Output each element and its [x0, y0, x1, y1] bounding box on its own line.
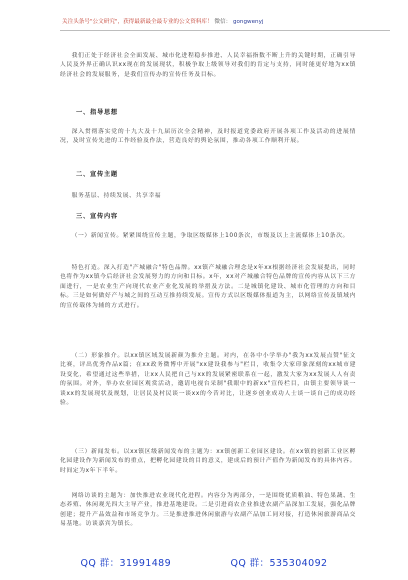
content-image-paragraph: （二）形象推介。以xx镇区域发展新颜为推介主题。对内，在各中小学举办"我为xx发展点赞"征文比赛，评出优秀作品x篇；在xx政务微博中开展"xx建设我参与"栏目，收集令大家印象深刻的xx城市建设变化，希望通过这些举措，让xx人民把自己与xx的发展紧密联系在一起，激发大家为xx发展人人有责的氛围。对外，举办农业园区观赏活动，邀请电视台采制"我眼中的新xx"宣传栏目，由镇主要领导谈一谈xx的发展现状及规划，让居民及村民谈一谈xx的今昔对比，让逐乡创业成功人士谈一谈自己的成功经验。	[60, 353, 356, 407]
content-release-paragraph: （三）新闻发布。以xx镇区级新闻发布的主题为：xx镇创新工业园区建设。在xx镇的创新工业区孵化园建设作为新闻发布的重点，把孵化园建设的目的意义，建成后的预计产值作为新闻发布的具体内容。时间定为x年下半年。	[60, 449, 356, 474]
guiding-paragraph: 深入贯彻落实党的十九大及十九届历次全会精神，及时报道党委政府开展各项工作及活动的进展情况，及时宣传先进的工作经验及作法，营造良好的舆论氛围，推动各项工作顺利开展。	[60, 129, 356, 145]
header-wechat-id: gongwenyj	[232, 19, 264, 25]
heading-theme: 二、宣传主题	[76, 171, 118, 178]
footer-qq-group-1: QQ 群：31991489	[80, 558, 172, 569]
footer-qq-group-2: QQ 群：535304092	[230, 558, 328, 569]
footer-qq-groups	[0, 558, 408, 570]
heading-guiding: 一、指导思想	[76, 109, 118, 116]
theme-paragraph: 服务基层、持续发展、共享幸福	[71, 193, 162, 199]
header-wechat-label: 微信：	[214, 19, 232, 25]
heading-content: 三、宣传内容	[76, 213, 118, 220]
header-divider	[60, 30, 390, 31]
content-feature-paragraph: 特色打造。深入打造"产城融合"特色品牌。xx镇产城融合理念是x年xx根据经济社会发展提出，同时也将作为xx镇今后经济社会发展努力的方向和目标。x年，xx对产城融合特色品牌的宣传内容从以下三方面进行，一是农业生产向现代农业产业化发展的举措及方法。二是城镇化建设、城市化管理的方向和目标。三是如何做好产与城之间的互动互推持续发展。宣传方式以区级媒体报道为主，以网络宣传及镇域内的宣传载体为辅的方式进行。	[60, 265, 356, 309]
header-banner	[62, 18, 394, 26]
header-promo-text: 关注头条号"公文研究"，获得最新最全最专业的公文资料库！	[62, 19, 213, 25]
content-interview-paragraph: 网络访谈的主题为：加快推进农业现代化进程。内容分为两部分，一是围绕优质粮油、特色果蔬、生态养殖、休闲观光四大主导产业，推进基地建设。二是引进商农企业推进农副产品深加工发展，强化品牌创建；提升产品效益和市场竞争力。三是推进推进休闲旅游与农副产品加工同对接，打造休闲旅游商品交易基地。访谈嘉宾为镇长。	[60, 493, 356, 528]
content-news-paragraph: （一）新闻宣传。紧紧围绕宣传主题，争取区级媒体上100条次，市级及以上主流媒体上10条次。	[71, 233, 349, 239]
intro-paragraph: 我们正处于经济社会全面发展、城市化进程稳步推进、人民幸福指数不断上升的关键时期，正确引导人民及外界正确认识xx现在的发展现状，积极争取上级领导对我们的肯定与支持，同时能更好地为xx镇经济社会的发展服务，是我们宣传办的宣传任务及目标。	[60, 53, 356, 78]
